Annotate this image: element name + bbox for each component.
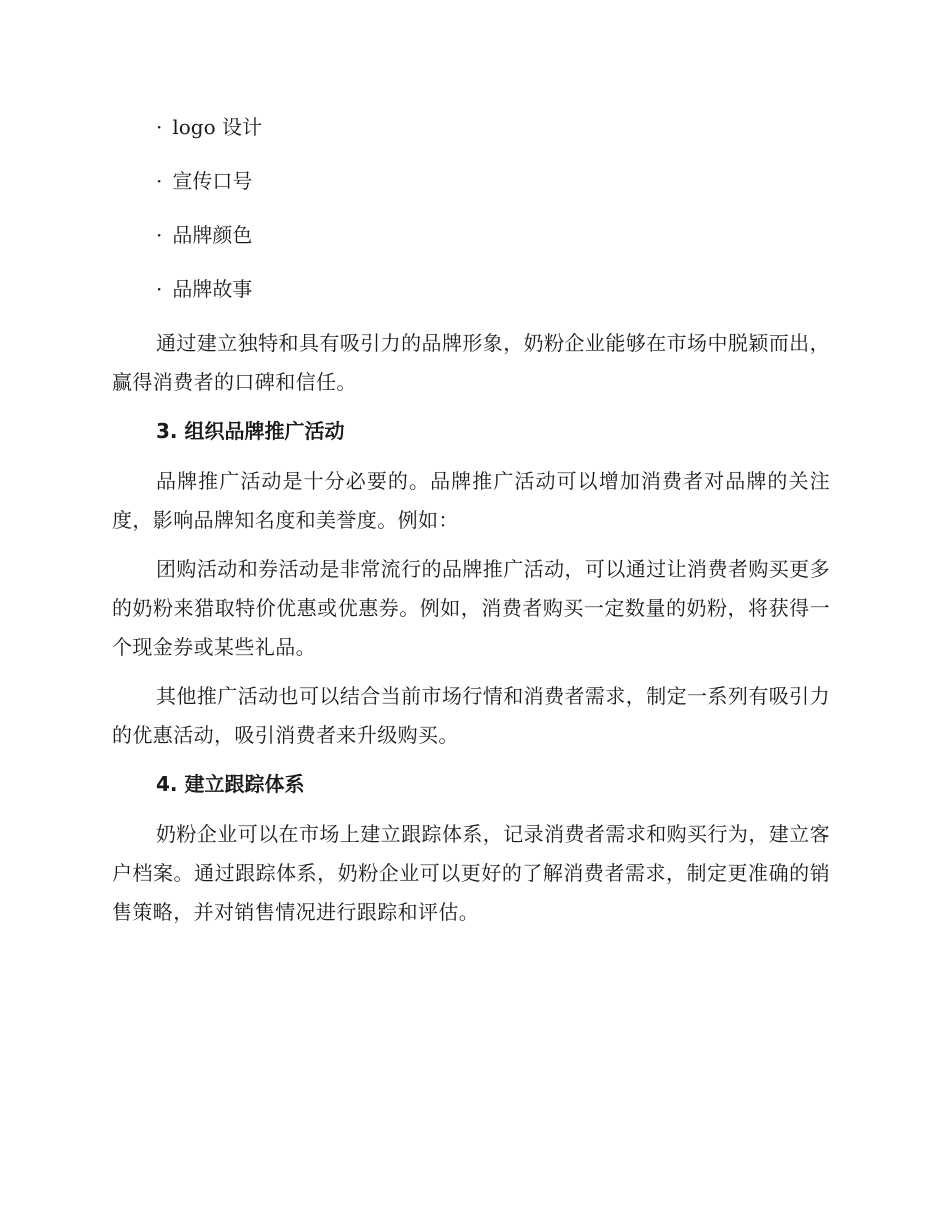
bullet-text-brand-story: 品牌故事 [172, 277, 253, 301]
paragraph-other-promotions: 其他推广活动也可以结合当前市场行情和消费者需求，制定一系列有吸引力的优惠活动，吸引消费者来升级购买。 [112, 684, 830, 747]
bullet-marker: · [156, 277, 163, 301]
paragraph-group-buying: 团购活动和券活动是非常流行的品牌推广活动，可以通过让消费者购买更多的奶粉来猎取特价优惠或优惠券。例如，消费者购买一定数量的奶粉，将获得一个现金券或某些礼品。 [112, 557, 830, 659]
document-page [112, 108, 830, 942]
section-heading-4: 4. 建立跟踪体系 [156, 772, 305, 796]
bullet-text-brand-color: 品牌颜色 [172, 223, 253, 247]
paragraph-brand-image: 通过建立独特和具有吸引力的品牌形象，奶粉企业能够在市场中脱颖而出，赢得消费者的口碑和信任。 [112, 331, 830, 394]
bullet-item [156, 162, 830, 200]
paragraph-tracking-system: 奶粉企业可以在市场上建立跟踪体系，记录消费者需求和购买行为，建立客户档案。通过跟踪体系，奶粉企业可以更好的了解消费者需求，制定更准确的销售策略，并对销售情况进行跟踪和评估。 [112, 822, 830, 924]
bullet-text-logo-design: logo 设计 [172, 115, 262, 139]
bullet-marker: · [156, 169, 163, 193]
bullet-item [156, 108, 830, 146]
section-heading-3: 3. 组织品牌推广活动 [156, 419, 345, 443]
bullet-text-slogan: 宣传口号 [172, 169, 253, 193]
bullet-marker: · [156, 223, 163, 247]
paragraph-promotion-intro: 品牌推广活动是十分必要的。品牌推广活动可以增加消费者对品牌的关注度，影响品牌知名度和美誉度。例如： [112, 469, 830, 532]
bullet-item [156, 216, 830, 254]
bullet-marker: · [156, 115, 163, 139]
bullet-item [156, 270, 830, 308]
